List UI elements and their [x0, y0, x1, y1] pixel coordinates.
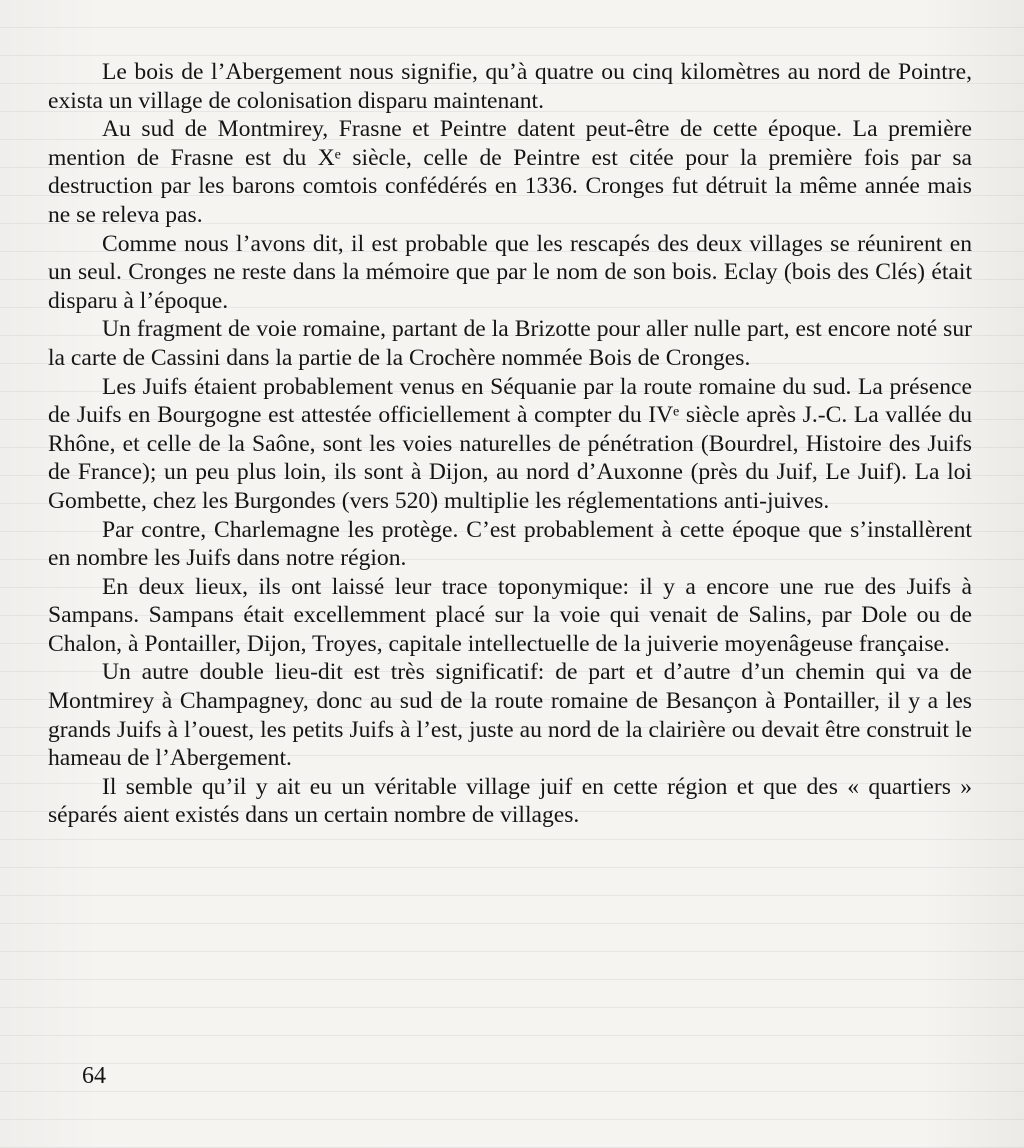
paragraph: Il semble qu’il y ait eu un véritable village juif en cette région et que des « quartiers » séparés aient existés dans un certain nombre de villages.	[48, 773, 972, 829]
paragraph: En deux lieux, ils ont laissé leur trace toponymique: il y a encore une rue des Juifs à Sampans. Sampans était excellemment placé sur la voie qui venait de Salins, par Dole ou de Chalon, à Pontailler, Dijon, Troyes, capitale intellectuelle de la juiverie moyenâgeuse française.	[48, 573, 972, 657]
paragraph: Le bois de l’Abergement nous signifie, qu’à quatre ou cinq kilomètres au nord de Pointre, exista un village de colonisation disparu maintenant.	[48, 59, 972, 114]
page-number: 64	[82, 1063, 106, 1089]
paragraph: Au sud de Montmirey, Frasne et Peintre datent peut-être de cette époque. La première mention de Frasne est du Xᵉ siècle, celle de Peintre est citée pour la première fois par sa destruction par les barons comtois confédérés en 1336. Cronges fut détruit la même année mais ne se releva pas.	[48, 116, 972, 228]
paragraph: Comme nous l’avons dit, il est probable que les rescapés des deux villages se réunirent en un seul. Cronges ne reste dans la mémoire que par le nom de son bois. Eclay (bois des Clés) était disparu à l’époque.	[48, 230, 972, 314]
body-text	[48, 58, 972, 830]
paragraph: Un autre double lieu-dit est très significatif: de part et d’autre d’un chemin qui va de Montmirey à Champagney, donc au sud de la route romaine de Besançon à Pontailler, il y a les grands Juifs à l’ouest, les petits Juifs à l’est, juste au nord de la clairière ou devait être construit le hameau de l’Abergement.	[48, 659, 972, 772]
paragraph: Un fragment de voie romaine, partant de la Brizotte pour aller nulle part, est encore noté sur la carte de Cassini dans la partie de la Crochère nommée Bois de Cronges.	[48, 316, 972, 371]
paragraph: Les Juifs étaient probablement venus en Séquanie par la route romaine du sud. La présence de Juifs en Bourgogne est attestée officiellement à compter du IVᵉ siècle après J.-C. La vallée du Rhône, et celle de la Saône, sont les voies naturelles de pénétration (Bourdrel, Histoire des Juifs de France); un peu plus loin, ils sont à Dijon, au nord d’Auxonne (près du Juif, Le Juif). La loi Gombette, chez les Burgondes (vers 520) multiplie les réglementations anti-juives.	[48, 373, 972, 514]
paragraph: Par contre, Charlemagne les protège. C’est probablement à cette époque que s’installèrent en nombre les Juifs dans notre région.	[48, 516, 972, 572]
